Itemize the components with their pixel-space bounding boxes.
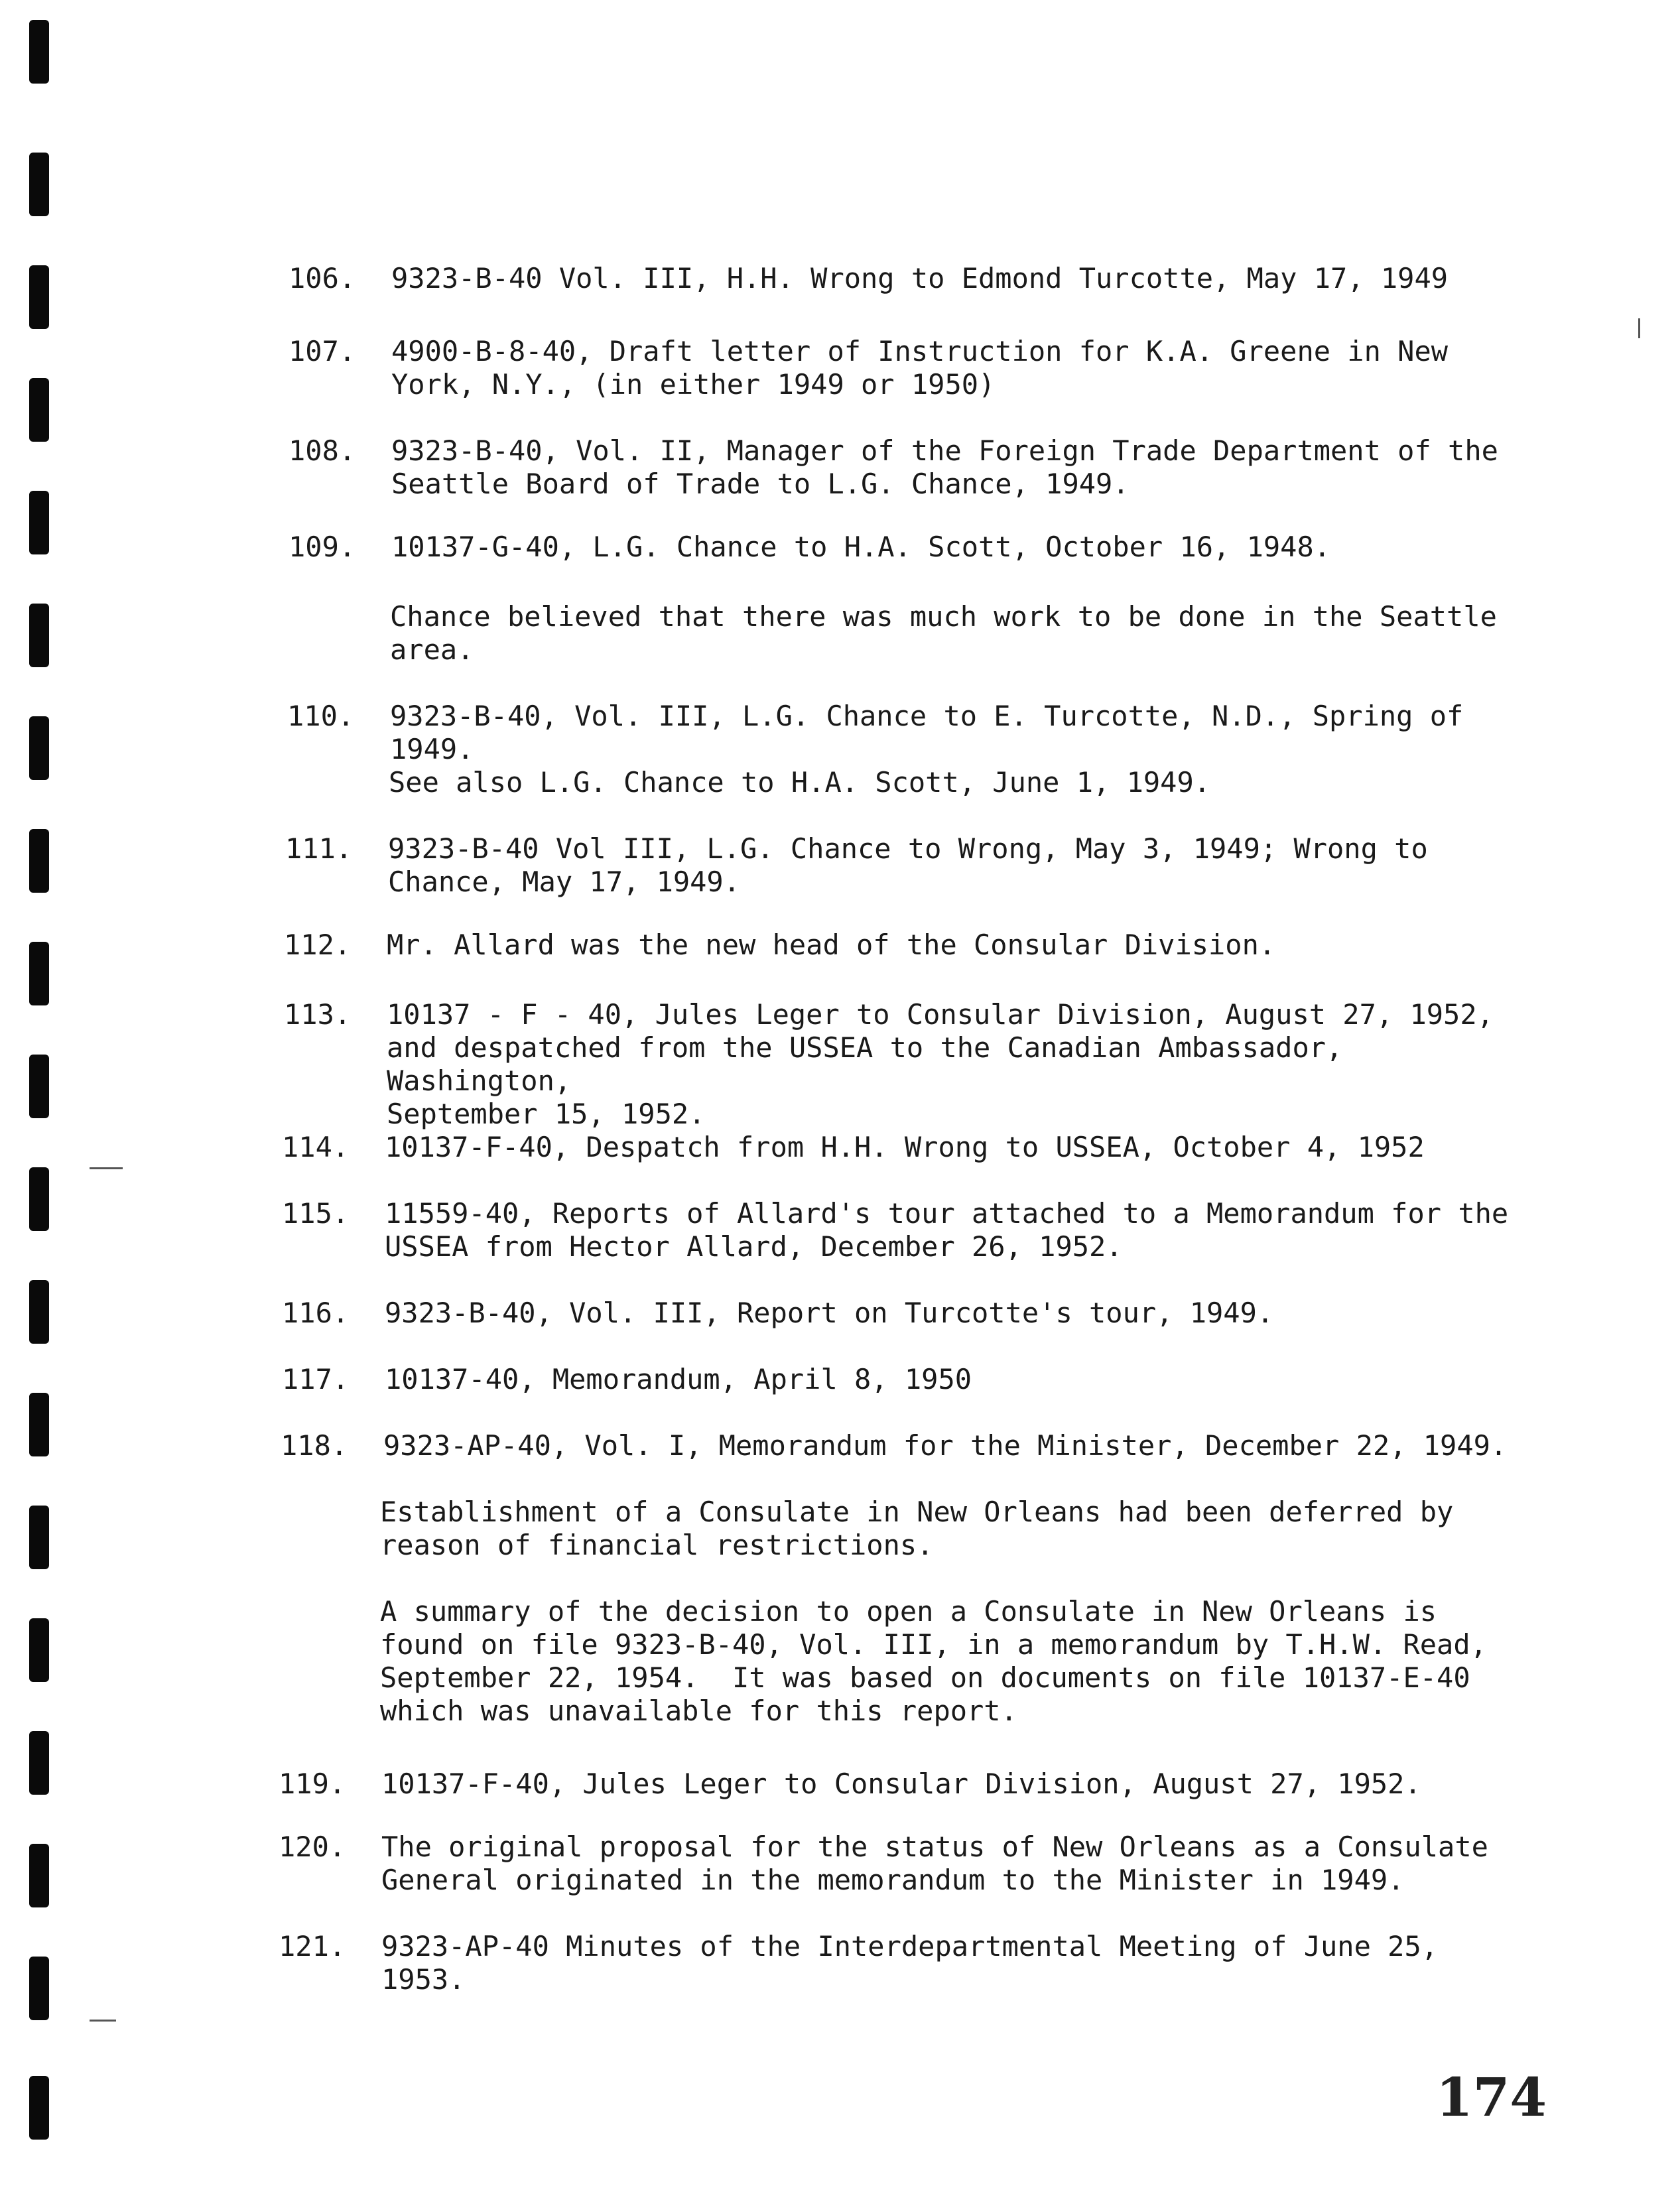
- note-number: 119.: [279, 1768, 346, 1800]
- note-number: 110.: [287, 700, 355, 732]
- page-number: 174: [1436, 2066, 1547, 2128]
- note-text: 9323-B-40, Vol. III, L.G. Chance to E. Turcotte, N.D., Spring of 1949.: [390, 700, 1480, 765]
- note-text: Mr. Allard was the new head of the Consular Division.: [387, 929, 1276, 961]
- note-number: 111.: [285, 832, 353, 865]
- note-number: 114.: [282, 1131, 350, 1163]
- note-text: 9323-B-40 Vol III, L.G. Chance to Wrong, May 3, 1949; Wrong to Chance, May 17, 1949.: [388, 832, 1428, 898]
- note-number: 112.: [284, 929, 352, 961]
- note-number: 121.: [279, 1930, 346, 1963]
- note-text: 10137-F-40, Jules Leger to Consular Division, August 27, 1952.: [381, 1768, 1421, 1800]
- endnote-118-commentary-1: Establishment of a Consulate in New Orleans had been deferred by reason of financial restrictions.: [380, 1496, 1454, 1561]
- endnote-109-commentary: Chance believed that there was much work to be done in the Seattle area.: [390, 600, 1497, 666]
- note-text: 9323-B-40 Vol. III, H.H. Wrong to Edmond Turcotte, May 17, 1949: [391, 262, 1449, 294]
- note-number: 117.: [282, 1363, 350, 1395]
- note-text: The original proposal for the status of New Orleans as a Consulate General originated in the memorandum to the Minister in 1949.: [381, 1831, 1488, 1896]
- note-text: 9323-AP-40 Minutes of the Interdepartmental Meeting of June 25, 1953.: [381, 1930, 1455, 1996]
- note-number: 107.: [289, 335, 356, 367]
- note-number: 116.: [282, 1297, 350, 1329]
- note-text: 9323-B-40, Vol. II, Manager of the Foreign Trade Department of the Seattle Board of Trade to L.G. Chance, 1949.: [391, 434, 1498, 500]
- note-text: 10137-F-40, Despatch from H.H. Wrong to USSEA, October 4, 1952: [385, 1131, 1425, 1163]
- note-text: 4900-B-8-40, Draft letter of Instruction for K.A. Greene in New York, N.Y., (in either 1949 or 1950): [391, 335, 1449, 401]
- note-number: 120.: [279, 1831, 346, 1863]
- note-text: 9323-B-40, Vol. III, Report on Turcotte's tour, 1949.: [385, 1297, 1274, 1329]
- endnote-118-commentary-2: A summary of the decision to open a Consulate in New Orleans is found on file 9323-B-40, Vol. III, in a memorandum by T.H.W. Read, September 22, 1954. It was based on documents on file 10137-E-40 which was unavailable for this report.: [380, 1595, 1487, 1727]
- note-text: 9323-AP-40, Vol. I, Memorandum for the Minister, December 22, 1949.: [383, 1429, 1508, 1462]
- note-number: 115.: [282, 1197, 350, 1230]
- note-number: 113.: [284, 998, 352, 1031]
- note-number: 109.: [289, 531, 356, 563]
- note-text: 11559-40, Reports of Allard's tour attached to a Memorandum for the USSEA from Hector Allard, December 26, 1952.: [385, 1197, 1509, 1263]
- note-text: 10137 - F - 40, Jules Leger to Consular Division, August 27, 1952, and despatched from the USSEA to the Canadian Ambassador, Washington, September 15, 1952.: [387, 998, 1494, 1130]
- note-text: 10137-G-40, L.G. Chance to H.A. Scott, October 16, 1948.: [391, 531, 1331, 563]
- note-number: 118.: [281, 1429, 348, 1462]
- note-number: 106.: [289, 262, 356, 294]
- endnote-110-commentary: See also L.G. Chance to H.A. Scott, June 1, 1949.: [389, 766, 1211, 799]
- note-text: 10137-40, Memorandum, April 8, 1950: [385, 1363, 972, 1395]
- note-number: 108.: [289, 434, 356, 467]
